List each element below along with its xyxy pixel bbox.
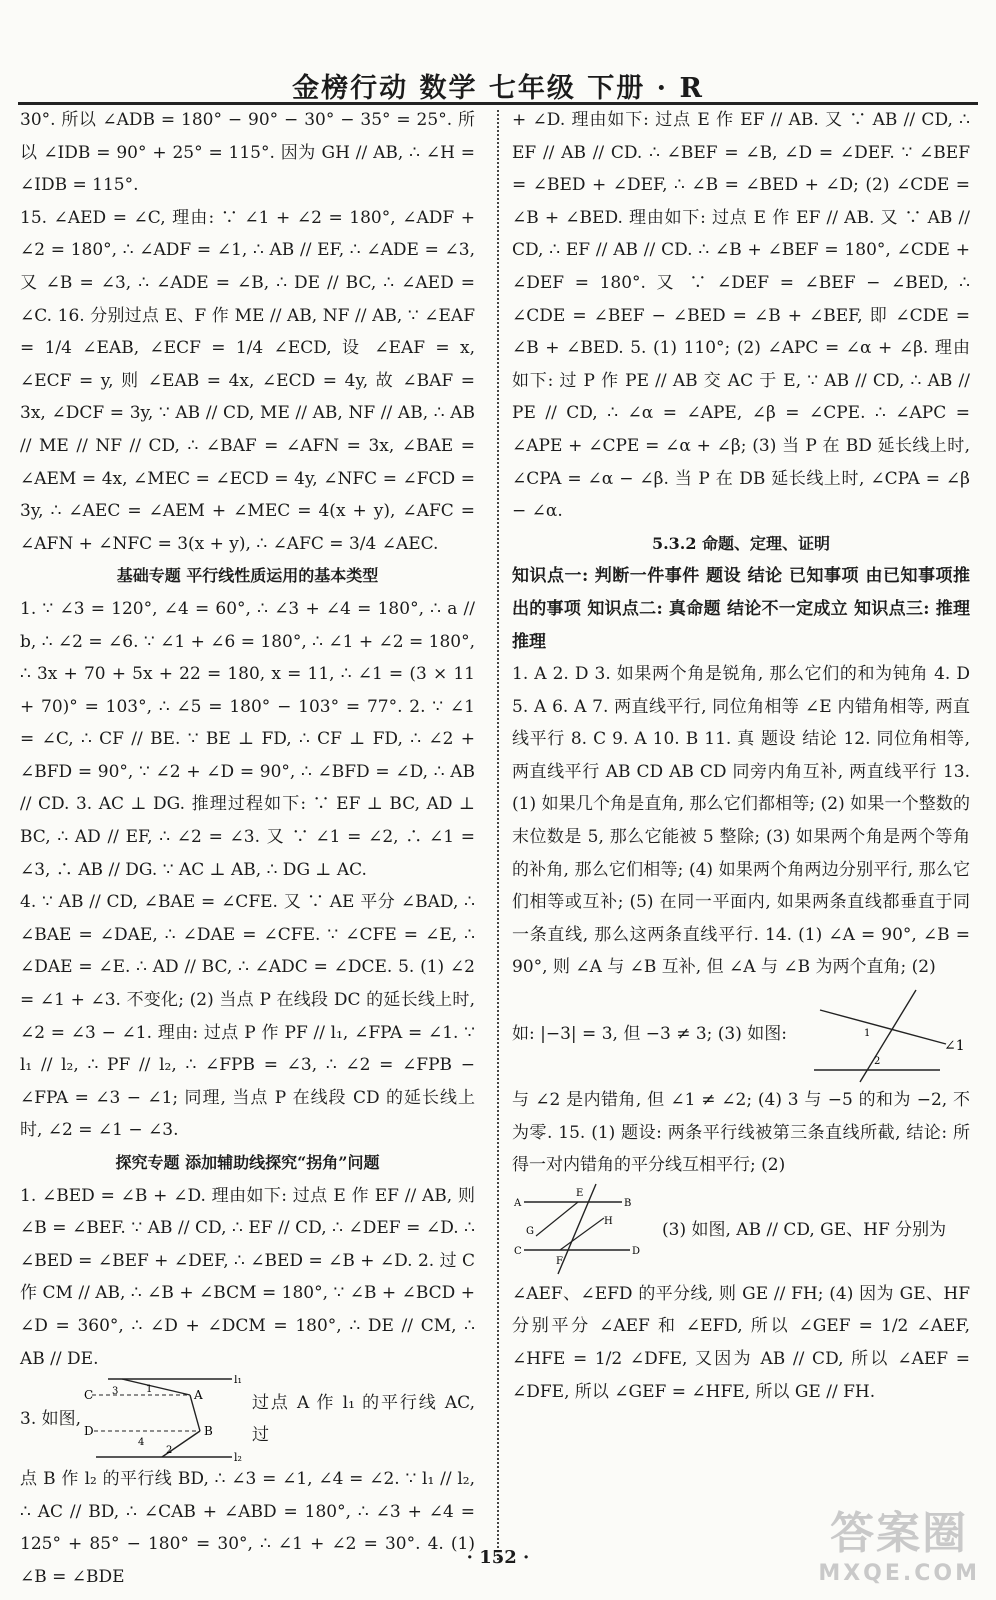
section-heading: 基础专题 平行线性质运用的基本类型: [116, 566, 379, 586]
point-label: F: [556, 1255, 563, 1267]
page-number: · 152 ·: [466, 1547, 530, 1568]
figure-row: [512, 984, 970, 1084]
point-label: A: [194, 1388, 203, 1403]
answer-paragraph: 4. ∵ AB // CD, ∠BAE = ∠CFE. 又 ∵ AE 平分 ∠BAD, ∴ ∠BAE = ∠DAE, ∴ ∠DAE = ∠CFE. ∵ ∠CFE = ∠E, ∴ ∠DAE = ∠E. ∴ AD // BC, ∴ ∠ADC = ∠DCE. 5. (1) ∠2 = ∠1 + ∠3. 不变化; (2) 当点 P 在线段 DC 的延长线上时, ∠2 = ∠3 − ∠1. 理由: 过点 P 作 PF // l₁, ∠FPA = ∠1. ∵ l₁ // l₂, ∴ PF // l₂, ∴ ∠FPB = ∠3, ∴ ∠2 = ∠FPB − ∠FPA = ∠3 − ∠1; 同理, 当点 P 在线段 CD 的延长线上时, ∠2 = ∠1 − ∠3.: [20, 892, 475, 1141]
answer-paragraph: 1. ∵ ∠3 = 120°, ∠4 = 60°, ∴ ∠3 + ∠4 = 180°, ∴ a // b, ∴ ∠2 = ∠6. ∵ ∠1 + ∠6 = 180°, ∴ ∠1 + ∠2 = 180°, ∴ 3x + 70 + 5x + 22 = 180, x = 11, ∴ ∠1 = (3 × 11 + 70)° = 103°, ∴ ∠5 = 180° − 103° = 77°. 2. ∵ ∠1 = ∠C, ∴ CF // BE. ∵ BE ⊥ FD, ∴ CF ⊥ FD, ∴ ∠2 + ∠BFD = 90°, ∵ ∠2 + ∠D = 90°, ∴ ∠BFD = ∠D, ∴ AB // CD. 3. AC ⊥ DG. 推理过程如下: ∵ EF ⊥ BC, AD ⊥ BC, ∴ AD // EF, ∴ ∠2 = ∠3. 又 ∵ ∠1 = ∠2, ∴ ∠1 = ∠3, ∴ AB // DG. ∵ AC ⊥ AB, ∴ DG ⊥ AC.: [20, 598, 475, 880]
angle-label: 2: [166, 1445, 173, 1457]
watermark-url: MXQE.COM: [818, 1561, 980, 1586]
angle-label: ∠1: [944, 1038, 965, 1055]
point-label: D: [84, 1424, 94, 1439]
answer-text: 如: |−3| = 3, 但 −3 ≠ 3; (3) 如图:: [512, 1023, 787, 1044]
right-column: [512, 104, 970, 1408]
point-label: C: [514, 1245, 522, 1257]
left-column: [20, 104, 475, 1594]
column-divider: [497, 110, 499, 1560]
answer-paragraph: 30°. 所以 ∠ADB = 180° − 90° − 30° − 35° = 25°. 所以 ∠IDB = 90° + 25° = 115°. 因为 GH // AB, ∴ ∠H = ∠IDB = 115°.: [20, 110, 475, 196]
point-label: G: [526, 1225, 534, 1237]
line-label: l₂: [234, 1451, 242, 1464]
point-label: B: [624, 1197, 632, 1209]
answer-paragraph: 15. ∠AED = ∠C, 理由: ∵ ∠1 + ∠2 = 180°, ∠ADF + ∠2 = 180°, ∴ ∠ADF = ∠1, ∴ AB // EF, ∴ ∠ADE = ∠3, 又 ∠B = ∠3, ∴ ∠ADE = ∠B, ∴ DE // BC, ∴ ∠AED = ∠C. 16. 分别过点 E、F 作 ME // AB, NF // AB, ∵ ∠EAF = 1/4 ∠EAB, ∠ECF = 1/4 ∠ECD, 设 ∠EAF = x, ∠ECF = y, 则 ∠EAB = 4x, ∠ECD = 4y, 故 ∠BAF = 3x, ∠DCF = 3y, ∵ AB // CD, ME // AB, NF // AB, ∴ AB // ME // NF // CD, ∴ ∠BAF = ∠AFN = 3x, ∠BAE = ∠AEM = 4x, ∠MEC = ∠ECD = 4y, ∠NFC = ∠FCD = 3y, ∴ ∠AEC = ∠AEM + ∠MEC = 4(x + y), ∠AFC = ∠AFN + ∠NFC = 3(x + y), ∴ ∠AFC = 3/4 ∠AEC.: [20, 207, 475, 554]
answer-paragraph: 点 B 作 l₂ 的平行线 BD, ∴ ∠3 = ∠1, ∠4 = ∠2. ∵ l₁ // l₂, ∴ AC // BD, ∴ ∠CAB + ∠ABD = 180°, ∴ ∠3 + ∠4 = 125° + 85° − 180° = 30°, ∴ ∠1 + ∠2 = 30°. 4. (1) ∠B = ∠BDE: [20, 1469, 475, 1587]
answer-paragraph: ∠AEF、∠EFD 的平分线, 则 GE // FH; (4) 因为 GE、HF 分别平分 ∠AEF 和 ∠EFD, 所以 ∠GEF = 1/2 ∠AEF, ∠HFE = 1/2 ∠DFE, 又因为 AB // CD, 所以 ∠AEF = ∠DFE, 所以 ∠GEF = ∠HFE, 所以 GE // FH.: [512, 1283, 970, 1402]
parallel-bisectors-figure: [512, 1182, 652, 1278]
section-heading: 探究专题 添加辅助线探究“拐角”问题: [115, 1153, 380, 1172]
point-label: D: [632, 1245, 641, 1257]
angle-label: 3: [112, 1386, 119, 1398]
point-label: H: [604, 1215, 613, 1227]
angle-label: 1: [864, 1028, 871, 1040]
answer-paragraph: 1. A 2. D 3. 如果两个角是锐角, 那么它们的和为钝角 4. D 5. A 6. A 7. 两直线平行, 同位角相等 ∠E 内错角相等, 两直线平行 8. C 9. A 10. B 11. 真 题设 结论 12. 同位角相等, 两直线平行 AB CD AB CD 同旁内角互补, 两直线平行 13. (1) 如果几个角是直角, 那么它们都相等; (2) 如果一个整数的末位数是 5, 那么它能被 5 整除; (3) 如果两个角是两个等角的补角, 那么它们相等; (4) 如果两个角两边分别平行, 那么它们相等或互补; (5) 在同一平面内, 如果两条直线都垂直于同一条直线, 那么这两条直线平行. 14. (1) ∠A = 90°, ∠B = 90°, 则 ∠A 与 ∠B 互补, 但 ∠A 与 ∠B 为两个直角; (2): [512, 664, 970, 978]
page-header: 金榜行动 数学 七年级 下册 · R: [292, 73, 704, 104]
point-label: A: [514, 1197, 522, 1209]
point-label: C: [84, 1388, 94, 1403]
answer-paragraph: + ∠D. 理由如下: 过点 E 作 EF // AB. 又 ∵ AB // CD, ∴ EF // AB // CD. ∴ ∠BEF = ∠B, ∠D = ∠DEF. ∵ ∠BEF = ∠BED + ∠DEF, ∴ ∠B = ∠BED + ∠D; (2) ∠CDE = ∠B + ∠BED. 理由如下: 过点 E 作 EF // AB. 又 ∵ AB // CD, ∴ EF // AB // CD. ∴ ∠B + ∠BEF = 180°, ∠CDE + ∠DEF = 180°. 又 ∵ ∠DEF = ∠BEF − ∠BED, ∴ ∠CDE = ∠BEF − ∠BED = ∠B + ∠BEF, 即 ∠CDE = ∠B + ∠BED. 5. (1) 110°; (2) ∠APC = ∠α + ∠β. 理由如下: 过 P 作 PE // AB 交 AC 于 E, ∵ AB // CD, ∴ AB // PE // CD, ∴ ∠α = ∠APE, ∠β = ∠CPE. ∴ ∠APC = ∠APE + ∠CPE = ∠α + ∠β; (3) 当 P 在 BD 延长线上时, ∠CPA = ∠α − ∠β. 当 P 在 DB 延长线上时, ∠CPA = ∠β − ∠α.: [512, 110, 970, 522]
watermark-logo-text: 答案圈: [830, 1508, 969, 1559]
angle-label: 4: [138, 1437, 145, 1449]
figure-row: [20, 1375, 475, 1463]
point-label: E: [576, 1187, 584, 1199]
intersecting-lines-figure: [810, 984, 970, 1084]
figure-row: [512, 1182, 970, 1278]
line-label: l₁: [234, 1375, 242, 1387]
answer-text: (3) 如图, AB // CD, GE、HF 分别为: [662, 1219, 947, 1240]
angle-label: 2: [874, 1056, 881, 1068]
knowledge-points: 知识点一: 判断一件事件 题设 结论 已知事项 由已知事项推出的事项 知识点二: 真命题 结论不一定成立 知识点三: 推理 推理: [512, 566, 970, 652]
answer-paragraph: 与 ∠2 是内错角, 但 ∠1 ≠ ∠2; (4) 3 与 −5 的和为 −2, 不为零. 15. (1) 题设: 两条平行线被第三条直线所截, 结论: 所得一对内错角的平分线互相平行; (2): [512, 1090, 970, 1176]
section-heading: 5.3.2 命题、定理、证明: [651, 533, 831, 553]
point-label: B: [204, 1424, 213, 1439]
answer-paragraph: 1. ∠BED = ∠B + ∠D. 理由如下: 过点 E 作 EF // AB, 则 ∠B = ∠BEF. ∵ AB // CD, ∴ EF // CD, ∴ ∠DEF = ∠D. ∴ ∠BED = ∠BEF + ∠DEF, ∴ ∠BED = ∠B + ∠D. 2. 过 C 作 CM // AB, ∴ ∠B + ∠BCM = 180°, ∵ ∠B + ∠BCD + ∠D = 360°, ∴ ∠D + ∠DCM = 180°, ∴ DE // CM, ∴ AB // DE.: [20, 1185, 476, 1369]
parallel-lines-figure: [82, 1375, 252, 1463]
watermark: [818, 1497, 980, 1586]
angle-label: 1: [146, 1384, 153, 1396]
answer-text: 过点 A 作 l₁ 的平行线 AC, 过: [252, 1392, 475, 1446]
answer-text: 3. 如图,: [20, 1408, 82, 1429]
